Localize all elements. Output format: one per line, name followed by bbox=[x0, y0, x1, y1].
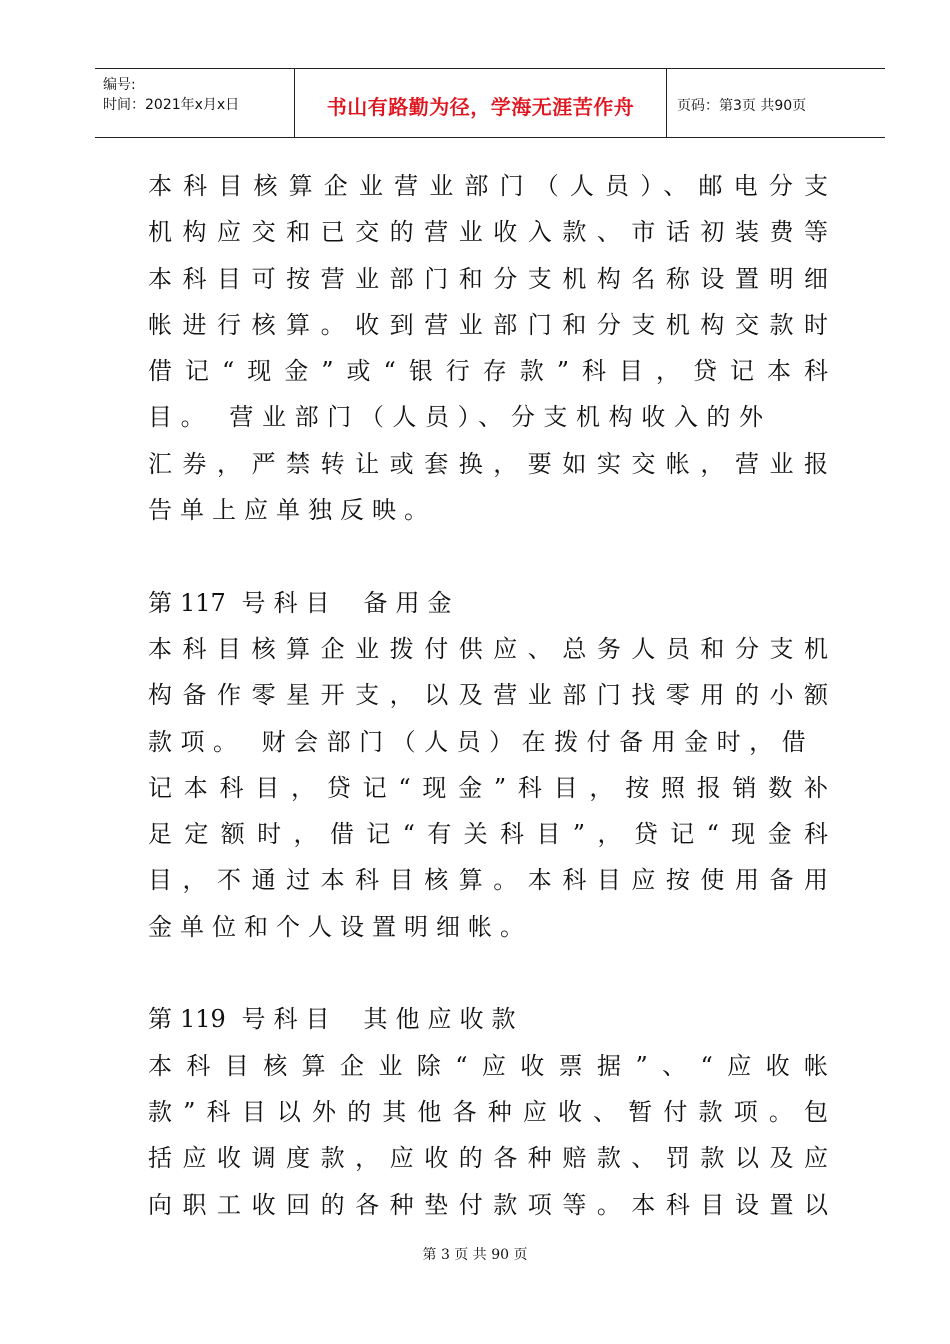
text-line: 汇券，严禁转让或套换，要如实交帐，营业报 bbox=[148, 449, 828, 478]
text-line: 向职工收回的各种垫付款项等。本科目设置以 bbox=[148, 1190, 828, 1219]
page-header bbox=[95, 68, 885, 138]
section-title-name: 其他应收款 bbox=[363, 1005, 524, 1034]
section-intro bbox=[148, 163, 828, 533]
text-line: 括应收调度款，应收的各种赔款、罚款以及应 bbox=[148, 1144, 828, 1173]
section-title-suffix: 号科目 bbox=[241, 588, 338, 617]
text-line: 目，不通过本科目核算。本科目应按使用备用 bbox=[148, 866, 828, 895]
text-line: 目。 营业部门（人员）、分支机构收入的外 bbox=[148, 403, 772, 432]
text-line: 足定额时，借记“有关科目”，贷记“现金科 bbox=[148, 820, 828, 849]
paragraph-gap bbox=[148, 950, 828, 996]
section-title-name: 备用金 bbox=[363, 588, 460, 617]
paragraph-gap bbox=[148, 533, 828, 579]
text-line: 本科目可按营业部门和分支机构名称设置明细 bbox=[148, 264, 828, 293]
serial-label: 编号: bbox=[103, 77, 136, 93]
text-line: 款项。 财会部门（人员）在拨付备用金时，借 bbox=[148, 727, 815, 756]
section-title-number: 119 bbox=[180, 1005, 226, 1034]
text-line: 款”科目以外的其他各种应收、暂付款项。包 bbox=[148, 1097, 828, 1126]
text-line: 借记“现金”或“银行存款”科目，贷记本科 bbox=[148, 357, 828, 386]
text-line: 帐进行核算。收到营业部门和分支机构交款时 bbox=[148, 310, 828, 339]
text-line: 本科目核算企业拨付供应、总务人员和分支机 bbox=[148, 634, 828, 663]
section-119 bbox=[148, 996, 828, 1227]
header-motto: 书山有路勤为径，学海无涯苦作舟 bbox=[295, 69, 667, 137]
text-line: 记本科目，贷记“现金”科目，按照报销数补 bbox=[148, 773, 828, 802]
header-meta bbox=[95, 69, 295, 137]
section-title-suffix: 号科目 bbox=[241, 1005, 338, 1034]
text-line: 本科目核算企业营业部门（人员）、邮电分支 bbox=[148, 172, 828, 200]
text-line: 告单上应单独反映。 bbox=[148, 496, 436, 525]
text-line: 构备作零星开支，以及营业部门找零用的小额 bbox=[148, 681, 828, 710]
text-line: 金单位和个人设置明细帐。 bbox=[148, 912, 532, 941]
section-title bbox=[148, 580, 828, 626]
time-label: 时间：2021年x月x日 bbox=[103, 97, 240, 113]
section-title-prefix: 第 bbox=[148, 588, 180, 617]
document-body bbox=[148, 163, 828, 1228]
text-line: 机构应交和已交的营业收入款、市话初装费等 bbox=[148, 218, 828, 247]
section-title bbox=[148, 996, 828, 1042]
header-page-info: 页码：第3页 共90页 bbox=[677, 98, 807, 114]
page-footer: 第 3 页 共 90 页 bbox=[422, 1247, 528, 1263]
section-title-number: 117 bbox=[180, 588, 226, 617]
section-title-prefix: 第 bbox=[148, 1005, 180, 1034]
section-117 bbox=[148, 580, 828, 950]
text-line: 本科目核算企业除“应收票据”、“应收帐 bbox=[148, 1051, 828, 1080]
